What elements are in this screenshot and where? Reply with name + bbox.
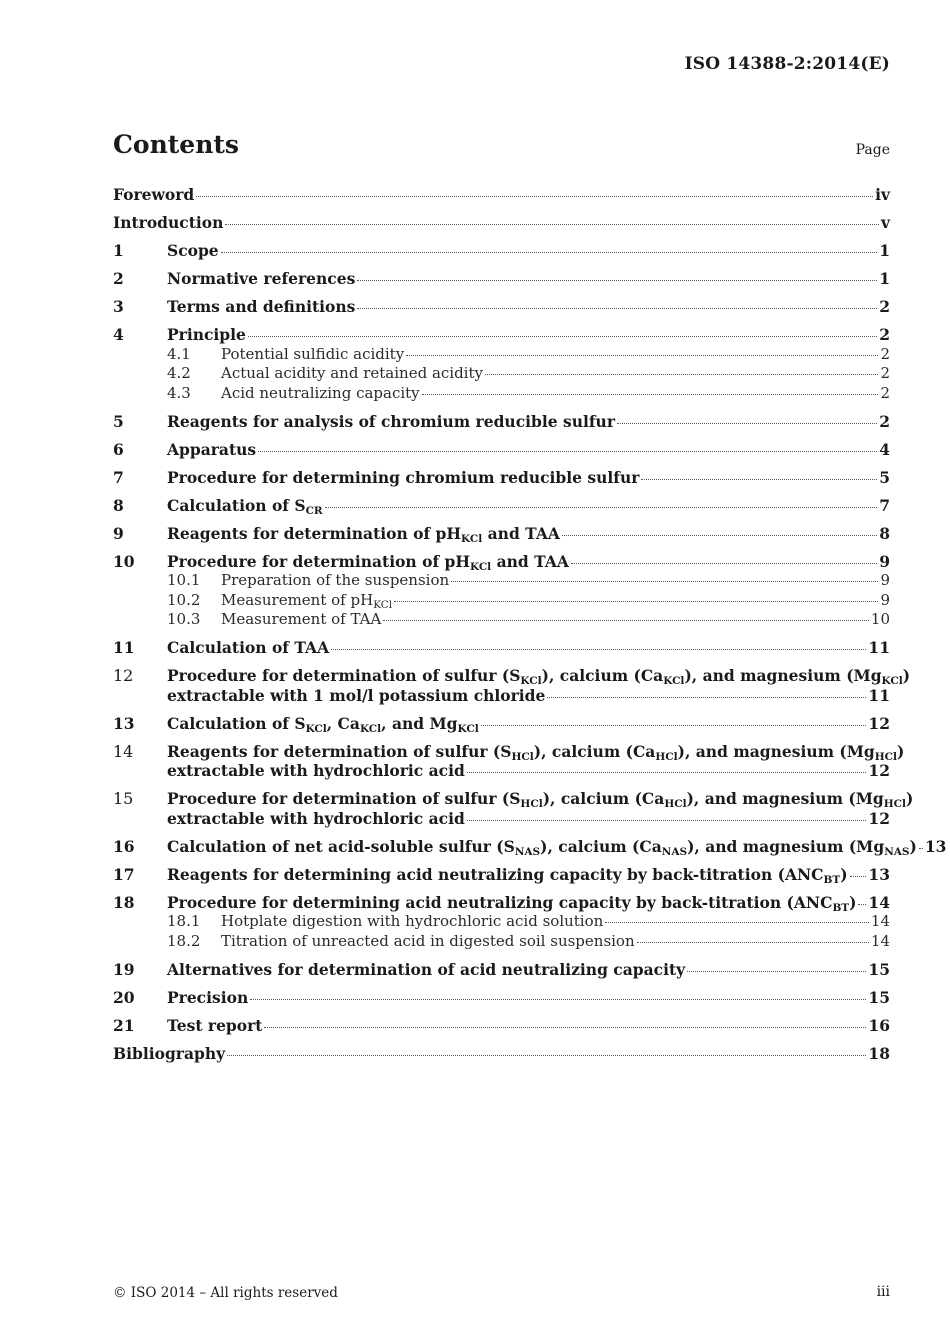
toc-entry-number: 9: [113, 523, 124, 543]
toc-entry-number: 14: [113, 741, 134, 761]
toc-entry-title: Titration of unreacted acid in digested soil suspension: [221, 931, 635, 950]
toc-entry-page: 1: [879, 269, 890, 288]
toc-section: [113, 496, 890, 516]
toc-section: [113, 213, 890, 233]
dot-leader: [331, 649, 866, 650]
toc-entry-page: 14: [870, 912, 890, 930]
toc-entry-page: 11: [868, 638, 890, 657]
toc-entry-title: Reagents for determining acid neutralizing capacity by back-titration $(ANC_{BT})$: [167, 864, 848, 886]
toc-entry[interactable]: [113, 440, 890, 460]
toc-entry-page: 2: [880, 383, 890, 402]
copyright-notice: © ISO 2014 – All rights reserved: [113, 1285, 338, 1301]
toc-entry[interactable]: [113, 809, 890, 829]
toc-entry-page: 13: [868, 864, 890, 884]
toc-entry[interactable]: [113, 686, 890, 706]
toc-entry-number: 21: [113, 1015, 135, 1035]
toc-entry-number: 10.3: [167, 610, 201, 628]
dot-leader: [422, 394, 879, 395]
toc-subentry[interactable]: [113, 912, 890, 932]
toc-entry[interactable]: [113, 865, 890, 885]
toc-entry-page: 11: [868, 685, 890, 705]
toc-entry[interactable]: [113, 836, 947, 858]
toc-entry-title-line1: Procedure for determination of sulfur $(S_{HCl})$, calcium $(Ca_{HCl})$, and magnesium $(Mg_{HCl})$: [167, 789, 914, 810]
toc-entry-title: extractable with hydrochloric acid: [167, 808, 465, 828]
dot-leader: [858, 904, 866, 905]
toc-entry-number: 15: [113, 789, 134, 808]
toc-entry[interactable]: [113, 496, 890, 516]
dot-leader: [250, 999, 866, 1000]
toc-entry[interactable]: [113, 269, 890, 289]
toc-entry-title: Measurement of $pH_{KCl}$: [221, 590, 393, 611]
toc-entry[interactable]: [113, 1044, 890, 1064]
toc-entry-title: Calculation of TAA: [167, 638, 330, 657]
toc-entry-number: 7: [113, 467, 124, 487]
dot-leader: [919, 848, 923, 849]
toc-entry-title: Principle: [167, 325, 246, 344]
toc-section: [113, 1044, 890, 1064]
toc-entry-page: 18: [868, 1043, 890, 1063]
dot-leader: [248, 336, 877, 337]
toc-section: [113, 836, 947, 858]
toc-entry-number: 17: [113, 864, 135, 884]
toc-entry-title: Procedure for determining acid neutralizing capacity by back-titration $(ANC_{BT})$: [167, 892, 857, 914]
toc-entry-page: v: [880, 213, 890, 232]
toc-entry-number: 12: [113, 666, 134, 685]
toc-entry-number: 13: [113, 713, 135, 733]
toc-entry-number: 5: [113, 411, 124, 431]
page-column-label: Page: [855, 142, 890, 158]
dot-leader: [562, 535, 877, 536]
toc-entry[interactable]: [113, 960, 890, 980]
toc-entry[interactable]: [113, 468, 890, 488]
toc-section: [113, 714, 890, 734]
toc-entry-number: 19: [113, 959, 135, 979]
toc-entry-title: Scope: [167, 241, 219, 260]
toc-section: [113, 638, 890, 658]
dot-leader: [617, 423, 877, 424]
toc-entry[interactable]: [113, 241, 890, 261]
toc-entry-title: Reagents for analysis of chromium reducible sulfur: [167, 411, 615, 431]
toc-entry-number: 3: [113, 297, 124, 316]
toc-entry[interactable]: [113, 988, 890, 1008]
dot-leader: [485, 374, 878, 375]
page-number: iii: [876, 1284, 890, 1300]
toc-entry-number: 16: [113, 836, 135, 856]
toc-section: [113, 325, 890, 403]
toc-entry-title: Procedure for determining chromium reducible sulfur: [167, 467, 640, 487]
toc-entry-page: 12: [868, 761, 890, 780]
toc-entry-number: 4: [113, 325, 124, 344]
dot-leader: [325, 507, 878, 508]
toc-entry-number: 18.1: [167, 912, 201, 930]
toc-entry-page: 12: [868, 713, 890, 733]
toc-entry-title: Alternatives for determination of acid neutralizing capacity: [167, 959, 686, 979]
dot-leader: [637, 942, 869, 943]
toc-section: [113, 865, 890, 885]
toc-subentry[interactable]: [113, 571, 890, 591]
toc-entry-number: 4.2: [167, 364, 191, 382]
toc-entry-page: 13: [924, 836, 947, 856]
dot-leader: [357, 280, 877, 281]
toc-section: [113, 185, 890, 205]
dot-leader: [258, 451, 877, 452]
dot-leader: [225, 224, 879, 225]
dot-leader: [406, 355, 878, 356]
toc-entry[interactable]: [113, 524, 890, 544]
toc-entry-page: 9: [880, 571, 890, 589]
toc-entry-number: 6: [113, 439, 124, 459]
toc-entry-page: 5: [879, 467, 890, 487]
toc-entry-title-line1: Procedure for determination of sulfur $(S_{KCl})$, calcium $(Ca_{KCl})$, and magnesium $(Mg_{KCl})$: [167, 666, 911, 687]
toc-entry-title: Reagents for determination of $pH_{KCl}$ and TAA: [167, 523, 560, 545]
toc-entry[interactable]: [113, 213, 890, 233]
toc-subentry[interactable]: [113, 591, 890, 611]
dot-leader: [394, 601, 878, 602]
toc-entry-number: 1: [113, 241, 124, 260]
toc-entry-page: 16: [868, 1015, 890, 1035]
toc-entry-title: extractable with 1 mol/l potassium chloride: [167, 685, 546, 705]
toc-section: [113, 893, 890, 952]
toc-entry-page: 14: [868, 892, 890, 912]
toc-entry-title-line1: Reagents for determination of sulfur $(S_{HCl})$, calcium $(Ca_{HCl})$, and magnesium $(Mg_{HCl})$: [167, 741, 905, 763]
toc-entry-title: Measurement of TAA: [221, 610, 382, 628]
dot-leader: [687, 971, 866, 972]
toc-entry-title: Bibliography: [113, 1043, 226, 1063]
toc-section: [113, 269, 890, 289]
toc-section: [113, 468, 890, 488]
toc-entry-page: 2: [879, 411, 890, 431]
toc-entry-title: Introduction: [113, 213, 224, 232]
document-id: ISO 14388-2:2014(E): [684, 54, 890, 74]
toc-entry-title: Terms and definitions: [167, 297, 356, 316]
dot-leader: [605, 922, 869, 923]
toc-entry[interactable]: [113, 893, 890, 913]
toc-entry-title: Preparation of the suspension: [221, 571, 450, 589]
toc-entry-title: Foreword: [113, 185, 195, 204]
toc-entry-page: 7: [879, 495, 890, 515]
toc-entry-number: 20: [113, 987, 135, 1007]
dot-leader: [467, 820, 867, 821]
toc-entry-title: Hotplate digestion with hydrochloric acid solution: [221, 912, 604, 930]
toc-entry-title: Calculation of net acid-soluble sulfur $(S_{NAS})$, calcium $(Ca_{NAS})$, and magnesium $(Mg_{NAS})$: [167, 836, 917, 858]
dot-leader: [481, 725, 867, 726]
toc-entry-number: 8: [113, 495, 124, 515]
dot-leader: [641, 479, 877, 480]
toc-entry-page: 2: [880, 364, 890, 382]
dot-leader: [571, 563, 877, 564]
toc-entry-number: 4.3: [167, 383, 191, 402]
toc-section: [113, 666, 911, 705]
toc-section: [113, 552, 890, 630]
toc-entry-page: iv: [875, 185, 890, 204]
toc-section: [113, 789, 914, 828]
toc-entry-page: 1: [879, 241, 890, 260]
toc-entry-page: 9: [880, 590, 890, 609]
dot-leader: [357, 308, 877, 309]
toc-subentry[interactable]: [113, 610, 890, 630]
dot-leader: [221, 252, 878, 253]
toc-entry-page: 2: [879, 325, 890, 344]
table-of-contents: [113, 185, 947, 1063]
dot-leader: [227, 1055, 866, 1056]
toc-entry-page: 8: [879, 523, 890, 543]
toc-entry-number: 4.1: [167, 344, 191, 363]
toc-entry-number: 11: [113, 638, 135, 657]
toc-section: [113, 960, 890, 980]
toc-entry-number: 10.1: [167, 571, 201, 589]
toc-entry-number: 2: [113, 269, 124, 288]
toc-entry-page: 9: [879, 551, 890, 571]
toc-subentry[interactable]: [113, 932, 890, 952]
toc-entry-title: Potential sulfidic acidity: [221, 344, 405, 363]
toc-entry-page: 2: [880, 344, 890, 363]
toc-section: [113, 741, 905, 781]
toc-entry-title: Precision: [167, 987, 249, 1007]
toc-entry[interactable]: [113, 638, 890, 658]
toc-subentry[interactable]: [113, 364, 890, 384]
toc-entry-title: Apparatus: [167, 439, 257, 459]
toc-section: [113, 297, 890, 317]
toc-entry-number: 10.2: [167, 590, 201, 609]
dot-leader: [547, 697, 866, 698]
toc-entry[interactable]: [113, 552, 890, 572]
toc-section: [113, 988, 890, 1008]
dot-leader: [264, 1027, 866, 1028]
toc-entry-title: Acid neutralizing capacity: [221, 383, 420, 402]
toc-entry[interactable]: [113, 185, 890, 205]
toc-section: [113, 524, 890, 544]
toc-entry-number: 18.2: [167, 931, 201, 950]
toc-entry-page: 12: [868, 808, 890, 828]
toc-entry-number: 18: [113, 892, 135, 912]
toc-entry-page: 15: [868, 959, 890, 979]
toc-section: [113, 412, 890, 432]
toc-entry-number: 10: [113, 551, 135, 571]
toc-section: [113, 241, 890, 261]
dot-leader: [467, 772, 867, 773]
toc-entry[interactable]: [113, 1016, 890, 1036]
dot-leader: [196, 196, 873, 197]
toc-entry-page: 2: [879, 297, 890, 316]
toc-entry-title: extractable with hydrochloric acid: [167, 761, 465, 780]
toc-entry-title: Calculation of $S_{KCl}$, $Ca_{KCl}$, and $Mg_{KCl}$: [167, 713, 479, 735]
toc-entry[interactable]: [113, 297, 890, 317]
dot-leader: [451, 581, 878, 582]
toc-entry-title: Procedure for determination of $pH_{KCl}$ and TAA: [167, 551, 569, 573]
toc-section: [113, 440, 890, 460]
toc-entry-title: Normative references: [167, 269, 356, 288]
toc-subentry[interactable]: [113, 345, 890, 365]
toc-subentry[interactable]: [113, 384, 890, 404]
toc-entry[interactable]: [113, 761, 890, 781]
page-title: Contents: [113, 130, 240, 159]
toc-section: [113, 1016, 890, 1036]
toc-entry-title: Actual acidity and retained acidity: [221, 364, 483, 382]
toc-entry-page: 4: [879, 439, 890, 459]
toc-entry-page: 15: [868, 987, 890, 1007]
toc-entry[interactable]: [113, 325, 890, 345]
toc-entry-title: Calculation of $S_{CR}$: [167, 495, 323, 517]
toc-entry[interactable]: [113, 714, 890, 734]
toc-entry-title: Test report: [167, 1015, 263, 1035]
toc-entry-page: 14: [870, 931, 890, 950]
toc-entry[interactable]: [113, 412, 890, 432]
toc-entry-page: 10: [870, 610, 890, 628]
dot-leader: [850, 876, 867, 877]
dot-leader: [383, 620, 869, 621]
